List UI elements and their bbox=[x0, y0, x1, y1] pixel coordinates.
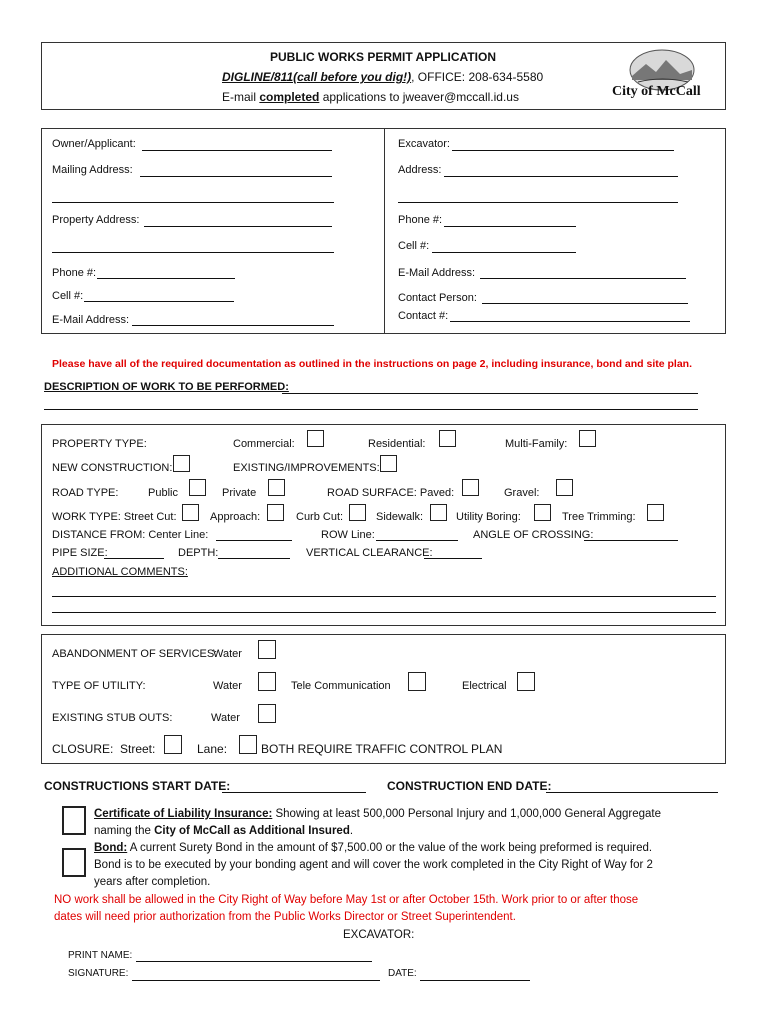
commercial-label: Commercial: bbox=[233, 438, 295, 450]
curb-cut-checkbox[interactable] bbox=[349, 504, 366, 521]
new-construction-checkbox[interactable] bbox=[173, 455, 190, 472]
property-address-field[interactable] bbox=[144, 226, 332, 227]
lane-checkbox[interactable] bbox=[239, 735, 257, 754]
approach-checkbox[interactable] bbox=[267, 504, 284, 521]
row-line-label: ROW Line: bbox=[321, 529, 375, 541]
excavator-field[interactable] bbox=[452, 150, 674, 151]
mailing-address-field-2[interactable] bbox=[52, 202, 334, 203]
abandonment-label: ABANDONMENT OF SERVICES: bbox=[52, 648, 218, 660]
certificate-text-2-bold: City of McCall as Additional Insured bbox=[154, 825, 350, 837]
owner-applicant-field[interactable] bbox=[142, 150, 332, 151]
pipe-size-field[interactable] bbox=[104, 558, 164, 559]
approach-label: Approach: bbox=[210, 511, 261, 523]
mailing-address-field[interactable] bbox=[140, 176, 332, 177]
electrical-label: Electrical bbox=[462, 680, 507, 692]
street-checkbox[interactable] bbox=[164, 735, 182, 754]
center-line-field[interactable] bbox=[216, 540, 292, 541]
road-surface-label: ROAD SURFACE: Paved: bbox=[327, 487, 455, 499]
abandonment-water-checkbox[interactable] bbox=[258, 640, 276, 659]
stub-outs-label: EXISTING STUB OUTS: bbox=[52, 712, 173, 724]
description-field[interactable] bbox=[282, 393, 698, 394]
certificate-checkbox[interactable] bbox=[62, 806, 86, 835]
public-label: Public bbox=[148, 487, 178, 499]
bond-line-2: Bond is to be executed by your bonding agent and will cover the work completed in the City Right of Way for 2 bbox=[94, 859, 653, 871]
multi-family-checkbox[interactable] bbox=[579, 430, 596, 447]
paved-checkbox[interactable] bbox=[462, 479, 479, 496]
tele-communication-label: Tele Communication bbox=[291, 680, 391, 692]
curb-cut-label: Curb Cut: bbox=[296, 511, 344, 523]
utility-boring-checkbox[interactable] bbox=[534, 504, 551, 521]
pipe-size-label: PIPE SIZE: bbox=[52, 547, 108, 559]
date-label: DATE: bbox=[388, 968, 417, 979]
sidewalk-checkbox[interactable] bbox=[430, 504, 447, 521]
utility-water-label: Water bbox=[213, 680, 242, 692]
start-date-field[interactable] bbox=[222, 792, 366, 793]
start-date-label: CONSTRUCTIONS START DATE: bbox=[44, 779, 231, 793]
certificate-line-1 bbox=[94, 808, 661, 820]
existing-improvements-label: EXISTING/IMPROVEMENTS: bbox=[233, 462, 380, 474]
certificate-text-2-pre: naming the bbox=[94, 825, 155, 837]
digline-line bbox=[222, 70, 543, 84]
tree-trimming-checkbox[interactable] bbox=[647, 504, 664, 521]
excavator-cell-field[interactable] bbox=[432, 252, 576, 253]
bond-line-1 bbox=[94, 842, 652, 854]
owner-phone-field[interactable] bbox=[97, 278, 235, 279]
bond-checkbox[interactable] bbox=[62, 848, 86, 877]
lane-label: Lane: bbox=[197, 742, 228, 756]
owner-cell-field[interactable] bbox=[84, 301, 234, 302]
angle-of-crossing-label: ANGLE OF CROSSING: bbox=[473, 529, 594, 541]
residential-checkbox[interactable] bbox=[439, 430, 456, 447]
closure-label: CLOSURE: bbox=[52, 742, 114, 756]
contact-box-divider bbox=[384, 128, 385, 333]
type-of-utility-label: TYPE OF UTILITY: bbox=[52, 680, 146, 692]
sidewalk-label: Sidewalk: bbox=[376, 511, 424, 523]
form-title: PUBLIC WORKS PERMIT APPLICATION bbox=[270, 50, 496, 64]
excavator-label: Excavator: bbox=[398, 138, 450, 150]
logo-text: City of McCall bbox=[612, 84, 701, 99]
street-label: Street: bbox=[120, 742, 156, 756]
owner-email-label: E-Mail Address: bbox=[52, 314, 130, 326]
gravel-checkbox[interactable] bbox=[556, 479, 573, 496]
description-field-2[interactable] bbox=[44, 409, 698, 410]
property-address-label: Property Address: bbox=[52, 214, 140, 226]
digline-text: DIGLINE/811(call before you dig!) bbox=[222, 70, 412, 84]
private-label: Private bbox=[222, 487, 257, 499]
owner-email-field[interactable] bbox=[132, 325, 334, 326]
owner-phone-label: Phone #: bbox=[52, 267, 97, 279]
work-type-label: WORK TYPE: Street Cut: bbox=[52, 511, 177, 523]
work-window-warning-1: NO work shall be allowed in the City Right of Way before May 1st or after October 15th. Work prior to or after those bbox=[54, 894, 639, 906]
work-window-warning-2: dates will need prior authorization from the Public Works Director or Street Superintendent. bbox=[54, 911, 516, 923]
owner-cell-label: Cell #: bbox=[52, 290, 84, 302]
description-label: DESCRIPTION OF WORK TO BE PERFORMED: bbox=[44, 381, 289, 393]
property-address-field-2[interactable] bbox=[52, 252, 334, 253]
tele-communication-checkbox[interactable] bbox=[408, 672, 426, 691]
commercial-checkbox[interactable] bbox=[307, 430, 324, 447]
road-type-label: ROAD TYPE: bbox=[52, 487, 119, 499]
owner-applicant-label: Owner/Applicant: bbox=[52, 138, 136, 150]
office-phone: , OFFICE: 208-634-5580 bbox=[411, 70, 544, 84]
end-date-label: CONSTRUCTION END DATE: bbox=[387, 779, 552, 793]
date-field[interactable] bbox=[420, 980, 530, 981]
contact-number-field[interactable] bbox=[450, 321, 690, 322]
contact-person-field[interactable] bbox=[482, 303, 688, 304]
utility-water-checkbox[interactable] bbox=[258, 672, 276, 691]
vertical-clearance-field[interactable] bbox=[424, 558, 482, 559]
excavator-signature-heading: EXCAVATOR: bbox=[343, 929, 415, 941]
row-line-field[interactable] bbox=[376, 540, 458, 541]
excavator-address-field[interactable] bbox=[444, 176, 678, 177]
excavator-address-label: Address: bbox=[398, 164, 442, 176]
depth-label: DEPTH: bbox=[178, 547, 219, 559]
traffic-control-note: BOTH REQUIRE TRAFFIC CONTROL PLAN bbox=[261, 742, 503, 756]
public-checkbox[interactable] bbox=[189, 479, 206, 496]
depth-field[interactable] bbox=[218, 558, 290, 559]
additional-comments-field-2[interactable] bbox=[52, 612, 716, 613]
vertical-clearance-label: VERTICAL CLEARANCE: bbox=[306, 547, 433, 559]
excavator-cell-label: Cell #: bbox=[398, 240, 430, 252]
signature-label: SIGNATURE: bbox=[68, 968, 129, 979]
certificate-title: Certificate of Liability Insurance: bbox=[94, 808, 273, 820]
additional-comments-label: ADDITIONAL COMMENTS: bbox=[52, 566, 188, 578]
property-type-label: PROPERTY TYPE: bbox=[52, 438, 147, 450]
bond-text-1: A current Surety Bond in the amount of $7,500.00 or the value of the work being preformed is required. bbox=[127, 842, 653, 854]
abandonment-water-label: Water bbox=[213, 648, 242, 660]
email-line bbox=[222, 90, 519, 104]
excavator-email-field[interactable] bbox=[480, 278, 686, 279]
private-checkbox[interactable] bbox=[268, 479, 285, 496]
end-date-field[interactable] bbox=[546, 792, 718, 793]
additional-comments-field[interactable] bbox=[52, 596, 716, 597]
street-cut-checkbox[interactable] bbox=[182, 504, 199, 521]
bond-line-3: years after completion. bbox=[94, 876, 211, 888]
mailing-address-label: Mailing Address: bbox=[52, 164, 133, 176]
excavator-phone-label: Phone #: bbox=[398, 214, 443, 226]
signature-field[interactable] bbox=[132, 980, 380, 981]
existing-improvements-checkbox[interactable] bbox=[380, 455, 397, 472]
certificate-text-2-post: . bbox=[349, 825, 354, 837]
gravel-label: Gravel: bbox=[504, 487, 540, 499]
new-construction-label: NEW CONSTRUCTION: bbox=[52, 462, 173, 474]
email-completed: completed bbox=[259, 90, 320, 104]
stub-outs-water-checkbox[interactable] bbox=[258, 704, 276, 723]
email-pre: E-mail bbox=[222, 90, 260, 104]
certificate-line-2 bbox=[94, 825, 353, 837]
email-post: applications to jweaver@mccall.id.us bbox=[319, 90, 519, 104]
bond-title: Bond: bbox=[94, 842, 128, 854]
electrical-checkbox[interactable] bbox=[517, 672, 535, 691]
city-logo bbox=[604, 46, 722, 104]
contact-number-label: Contact #: bbox=[398, 310, 449, 322]
distance-from-label: DISTANCE FROM: Center Line: bbox=[52, 529, 209, 541]
contact-person-label: Contact Person: bbox=[398, 292, 477, 304]
print-name-field[interactable] bbox=[136, 961, 372, 962]
excavator-phone-field[interactable] bbox=[444, 226, 576, 227]
angle-of-crossing-field[interactable] bbox=[584, 540, 678, 541]
documentation-notice: Please have all of the required documentation as outlined in the instructions on page 2, including insurance, bond and site plan. bbox=[52, 358, 693, 370]
excavator-email-label: E-Mail Address: bbox=[398, 267, 476, 279]
utility-boring-label: Utility Boring: bbox=[456, 511, 521, 523]
stub-outs-water-label: Water bbox=[211, 712, 240, 724]
multi-family-label: Multi-Family: bbox=[505, 438, 568, 450]
tree-trimming-label: Tree Trimming: bbox=[562, 511, 636, 523]
excavator-address-field-2[interactable] bbox=[398, 202, 678, 203]
print-name-label: PRINT NAME: bbox=[68, 950, 133, 961]
certificate-text-1: Showing at least 500,000 Personal Injury and 1,000,000 General Aggregate bbox=[272, 808, 662, 820]
residential-label: Residential: bbox=[368, 438, 426, 450]
